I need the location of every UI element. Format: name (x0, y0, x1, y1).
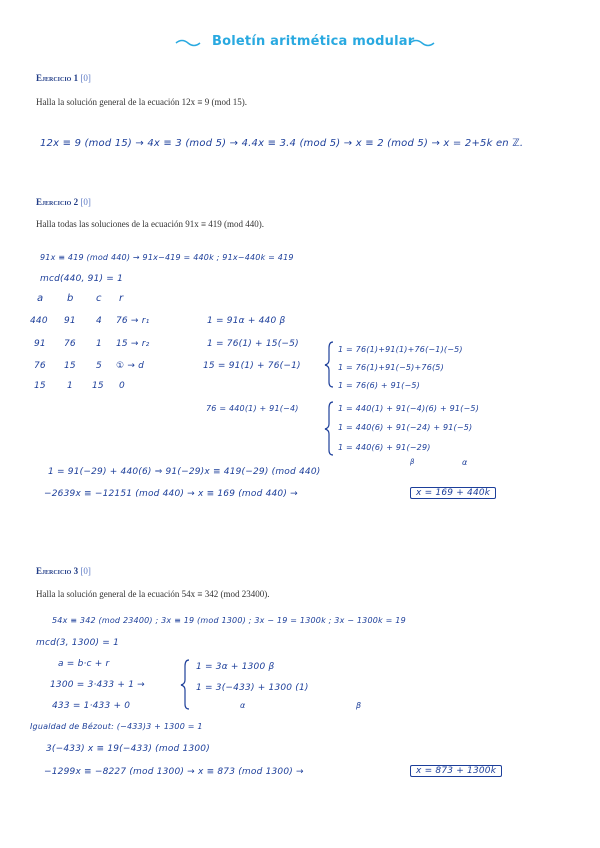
ex2-bezout-3: 15 = 91(1) + 76(−1) (203, 361, 301, 371)
ex2-table-row2-a: 91 (34, 339, 46, 349)
ex3-row3: 433 = 1·433 + 0 (52, 701, 131, 711)
exercise-2-label: Ejercicio (36, 197, 72, 207)
ex3-bezout-1: 1 = 3α + 1300 β (196, 662, 275, 672)
exercise-3-label: Ejercicio (36, 566, 72, 576)
ex2-table-row1-c: 4 (96, 316, 102, 326)
ex2-sub-6: 1 = 440(6) + 91(−29) (338, 443, 431, 452)
exercise-2-score: [0] (80, 197, 91, 207)
ex2-line-a: 1 = 91(−29) + 440(6) ⇒ 91(−29)x ≡ 419(−29) (mod 440) (48, 467, 321, 477)
ex3-beta-label: β (356, 701, 362, 710)
ex3-row2: 1300 = 3·433 + 1 → (50, 680, 145, 690)
exercise-2-number: 2 (73, 197, 79, 207)
ex3-line1: 54x ≡ 342 (mod 23400) ; 3x ≡ 19 (mod 1300) ; 3x − 19 = 1300k ; 3x − 1300k = 19 (52, 616, 406, 625)
ex2-table-header-r: r (119, 293, 124, 304)
ex3-line5: −1299x ≡ −8227 (mod 1300) → x ≡ 873 (mod 1300) → (44, 767, 304, 777)
exercise-1-number: 1 (73, 73, 79, 83)
ex2-table-header-b: b (67, 293, 74, 304)
ex2-r76: 76 = 440(1) + 91(−4) (206, 404, 299, 413)
ex2-line1: 91x ≡ 419 (mod 440) → 91x−419 = 440k ; 91x−440k = 419 (40, 253, 294, 262)
title-swash-left (176, 41, 200, 46)
exercise-3-number: 3 (73, 566, 79, 576)
ex2-table-row3-r: ① → d (116, 361, 145, 371)
ex2-table-row2-r: 15 → r₂ (116, 339, 150, 349)
brace-ex3 (181, 660, 189, 709)
ex2-table-row2-b: 76 (64, 339, 76, 349)
page-title: Boletín aritmética modular (212, 34, 415, 49)
exercise-1-work: 12x ≡ 9 (mod 15) → 4x ≡ 3 (mod 5) → 4.4x ≡ 3.4 (mod 5) → x ≡ 2 (mod 5) → x = 2+5k en ℤ. (40, 138, 524, 149)
ex3-row1: a = b·c + r (58, 659, 110, 669)
ex2-table-row4-c: 15 (92, 381, 104, 391)
exercise-1-score: [0] (80, 73, 91, 83)
ex3-line2: mcd(3, 1300) = 1 (36, 638, 119, 648)
ex2-table-header-a: a (37, 293, 44, 304)
ex3-answer-box: x = 873 + 1300k (410, 765, 502, 777)
ex3-alpha-label: α (240, 701, 246, 710)
ex2-alpha-label: α (462, 458, 468, 467)
exercise-1-label: Ejercicio (36, 73, 72, 83)
ex2-table-row4-r: 0 (119, 381, 125, 391)
exercise-3-heading (36, 566, 91, 576)
exercise-3-statement: Halla la solución general de la ecuación 54x ≡ 342 (mod 23400). (36, 589, 270, 599)
exercise-2-statement: Halla todas las soluciones de la ecuación 91x ≡ 419 (mod 440). (36, 219, 265, 229)
ex2-sub-3: 1 = 76(6) + 91(−5) (338, 381, 420, 390)
exercise-1-heading (36, 73, 91, 83)
ex2-beta-label: β (410, 458, 415, 466)
ex2-line-b: −2639x ≡ −12151 (mod 440) → x ≡ 169 (mod 440) → (44, 489, 298, 499)
ex2-table-row3-a: 76 (34, 361, 46, 371)
brace-ex2-top (325, 342, 333, 387)
ex2-table-header-c: c (96, 293, 102, 304)
ex3-line3: Igualdad de Bézout: (−433)3 + 1300 = 1 (30, 722, 203, 731)
ex2-bezout-2: 1 = 76(1) + 15(−5) (207, 339, 299, 349)
ex2-sub-2: 1 = 76(1)+91(−5)+76(5) (338, 363, 444, 372)
ex2-table-row2-c: 1 (96, 339, 102, 349)
ex2-sub-5: 1 = 440(6) + 91(−24) + 91(−5) (338, 423, 473, 432)
ex2-table-row3-b: 15 (64, 361, 76, 371)
exercise-1-statement: Halla la solución general de la ecuación 12x ≡ 9 (mod 15). (36, 97, 248, 107)
ex2-bezout-1: 1 = 91α + 440 β (207, 316, 286, 326)
ex2-sub-1: 1 = 76(1)+91(1)+76(−1)(−5) (338, 345, 463, 354)
ex3-bezout-2: 1 = 3(−433) + 1300 (1) (196, 683, 309, 693)
exercise-3-score: [0] (80, 566, 91, 576)
ex2-table-row3-c: 5 (96, 361, 102, 371)
ex2-table-row4-b: 1 (67, 381, 73, 391)
ex2-table-row1-a: 440 (30, 316, 48, 326)
brace-ex2-bottom (325, 402, 333, 455)
ex2-line2: mcd(440, 91) = 1 (40, 274, 123, 284)
ex3-line4: 3(−433) x ≡ 19(−433) (mod 1300) (46, 744, 210, 754)
ex2-table-row4-a: 15 (34, 381, 46, 391)
exercise-2-heading (36, 197, 91, 207)
ex2-sub-4: 1 = 440(1) + 91(−4)(6) + 91(−5) (338, 404, 480, 413)
ex2-table-row1-b: 91 (64, 316, 76, 326)
ex2-table-row1-r: 76 → r₁ (116, 316, 150, 326)
ex2-answer-box: x = 169 + 440k (410, 487, 496, 499)
